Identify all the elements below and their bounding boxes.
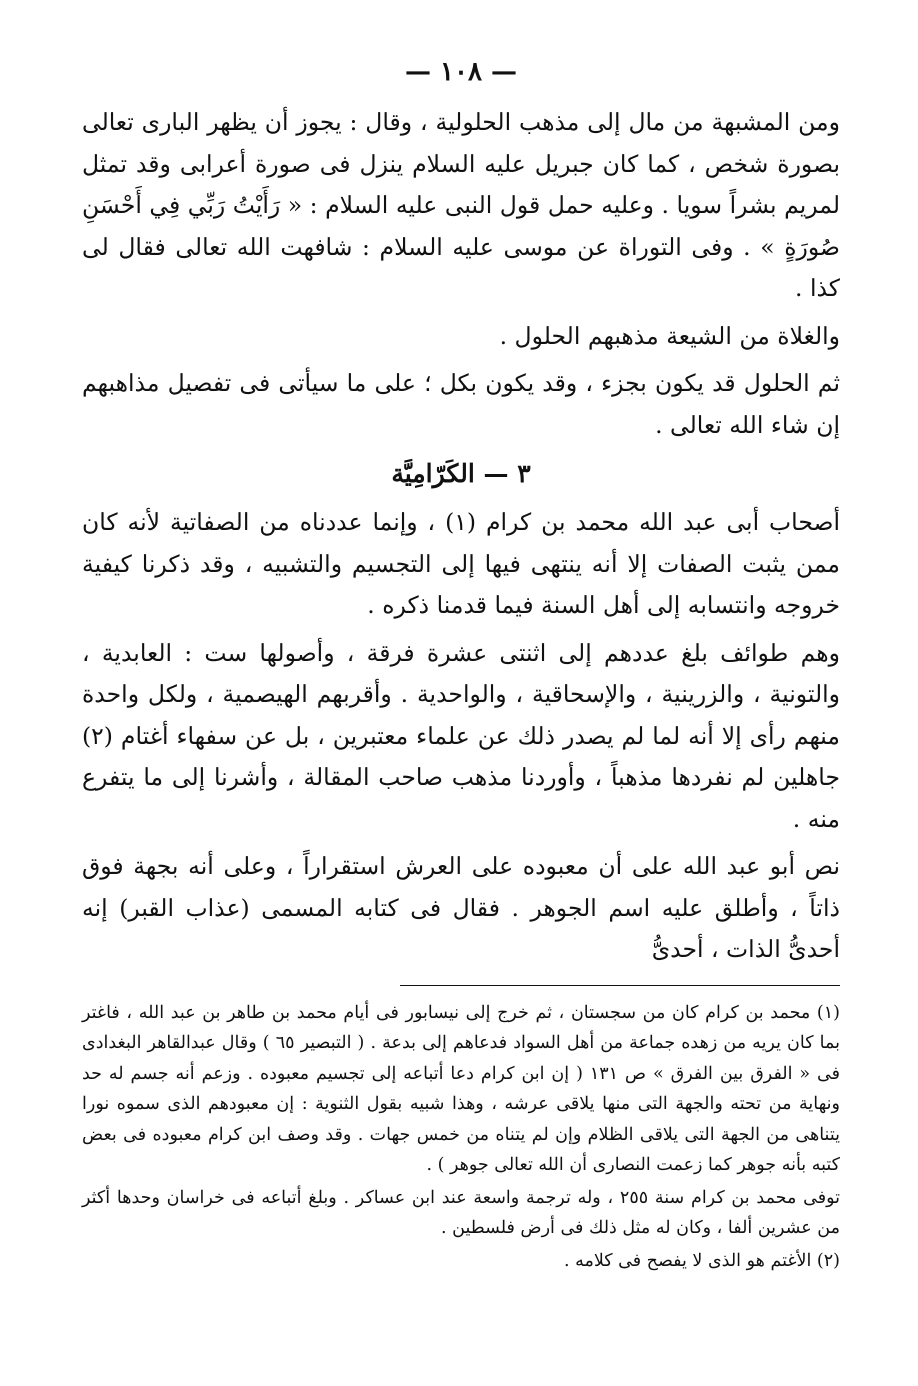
main-text (82, 102, 840, 971)
paragraph-ghulat: والغلاة من الشيعة مذهبهم الحلول . (499, 321, 840, 350)
section-title: ٣ — الكَرّامِيَّة (391, 459, 531, 488)
page-number: — ١٠٨ — (404, 57, 518, 87)
footnote-2: (٢) الأغتم هو الذى لا يفصح فى كلامه . (563, 1250, 840, 1271)
paragraph-ibn-karram: أصحاب أبى عبد الله محمد بن كرام (١) ، وإنما عددناه من الصفاتية لأنه كان ممن يثبت الصفات إلا أنه ينتهى فيها إلى التجسيم والتشبيه ، وقد ذكرنا كيفية خروجه وانتسابه إلى أهل السنة فيما قدمنا ذكره . (82, 508, 840, 619)
footnote-divider (400, 985, 840, 986)
paragraph-sects: وهم طوائف بلغ عددهم إلى اثنتى عشرة فرقة ، وأصولها ست : العابدية ، والتونية ، والزرينية ، والإسحاقية ، والواحدية . وأقربهم الهيصمية ، ولكل واحدة منهم رأى إلا أنه لما لم يصدر ذلك عن علماء معتبرين ، بل عن سفهاء أغتام (٢) جاهلين لم نفردها مذهباً ، وأوردنا مذهب صاحب المقالة ، وأشرنا إلى ما يتفرع منه . (82, 638, 840, 833)
footnote-1-continued: توفى محمد بن كرام سنة ٢٥٥ ، وله ترجمة واسعة عند ابن عساكر . وبلغ أتباعه فى خراسان وحدها أكثر من عشرين ألفا ، وكان له مثل ذلك فى أرض فلسطين . (82, 1187, 840, 1238)
paragraph-hulul-types: ثم الحلول قد يكون بجزء ، وقد يكون بكل ؛ على ما سيأتى فى تفصيل مذاهبهم إن شاء الله تعالى . (82, 369, 840, 439)
footnotes (82, 998, 840, 1277)
paragraph-arsh: نص أبو عبد الله على أن معبوده على العرش استقراراً ، وعلى أنه بجهة فوق ذاتاً ، وأطلق عليه اسم الجوهر . فقال فى كتابه المسمى (عذاب القبر) إنه أحدىُّ الذات ، أحدىُّ (82, 852, 840, 963)
footnote-1: (١) محمد بن كرام كان من سجستان ، ثم خرج إلى نيسابور فى أيام محمد بن طاهر بن عبد الله ، فاغتر بما كان يريه من زهده جماعة من أهل السواد فدعاهم إلى بدعة . ( التبصير ٦٥ ) وقال عبدالقاهر البغدادى فى « الفرق بين الفرق » ص ١٣١ ( إن ابن كرام دعا أتباعه إلى تجسيم معبوده . وزعم أنه جسم له حد ونهاية من تحته والجهة التى منها يلاقى عرشه ، وهذا شبيه بقول الثنوية : إن معبودهم الذى سموه نورا يتناهى من الجهة التى يلاقى الظلام وإن لم يتناه من خمس جهات . وقد وصف ابن كرام معبوده فى بعض كتبه بأنه جوهر كما زعمت النصارى أن الله تعالى جوهر ) . (82, 1002, 840, 1175)
paragraph-hululiya: ومن المشبهة من مال إلى مذهب الحلولية ، وقال : يجوز أن يظهر البارى تعالى بصورة شخص ، كما كان جبريل عليه السلام ينزل فى صورة أعرابى وقد تمثل لمريم بشراً سويا . وعليه حمل قول النبى عليه السلام : « رَأَيْتُ رَبِّي فِي أَحْسَنِ صُورَةٍ » . وفى التوراة عن موسى عليه السلام : شافهت الله تعالى فقال لى كذا . (82, 108, 840, 302)
